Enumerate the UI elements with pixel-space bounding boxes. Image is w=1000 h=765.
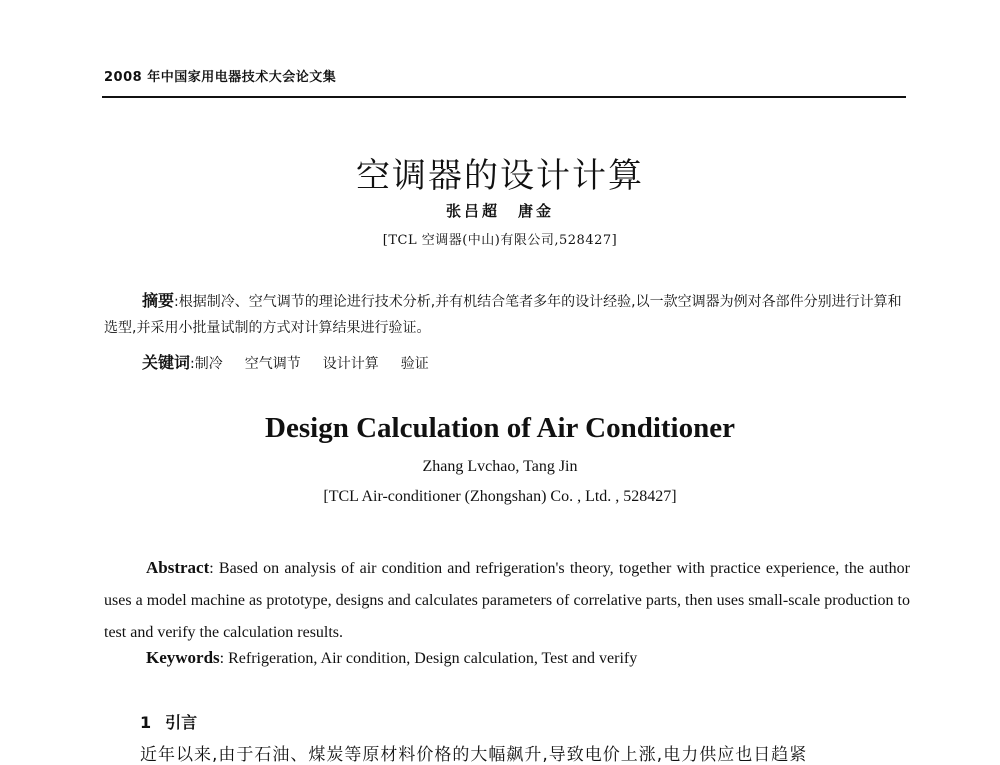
english-abstract-text: : Based on analysis of air condition and refrigeration's theory, together with practice experience, the author uses a model machine as prototype, designs and calculates parameters of correlative parts, then uses small-scale production to test and verify the calculation results.	[104, 560, 910, 641]
english-keywords-label: Keywords	[146, 648, 220, 667]
chinese-affiliation: [TCL 空调器(中山)有限公司,528427]	[382, 233, 618, 248]
chinese-keyword: 验证	[400, 356, 429, 372]
body-paragraph: 近年以来,由于石油、煤炭等原材料价格的大幅飙升,导致电价上涨,电力供应也日趋紧	[140, 745, 808, 765]
english-affiliation: [TCL Air-conditioner (Zhongshan) Co. , Ltd. , 528427]	[323, 488, 677, 505]
english-abstract	[104, 552, 910, 649]
section-number: 1	[140, 713, 152, 732]
section-title: 引言	[165, 713, 198, 732]
chinese-abstract-text: :根据制冷、空气调节的理论进行技术分析,并有机结合笔者多年的设计经验,以一款空调器为例对各部件分别进行计算和选型,并采用小批量试制的方式对计算结果进行验证。	[104, 294, 902, 336]
english-title: Design Calculation of Air Conditioner	[265, 412, 735, 444]
chinese-title: 空调器的设计计算	[356, 156, 644, 196]
chinese-keywords-separator: :	[190, 356, 195, 372]
chinese-abstract	[104, 288, 910, 341]
english-authors: Zhang Lvchao, Tang Jin	[422, 458, 578, 475]
chinese-abstract-label: 摘要	[142, 291, 175, 310]
chinese-keywords-label: 关键词	[142, 353, 191, 372]
section-heading	[140, 710, 197, 733]
chinese-keyword: 设计计算	[322, 356, 379, 372]
chinese-keyword: 空气调节	[244, 356, 301, 372]
chinese-keyword: 制冷	[194, 356, 223, 372]
chinese-authors: 张吕超 唐金	[445, 202, 554, 220]
english-abstract-label: Abstract	[146, 558, 210, 577]
english-keywords-text: : Refrigeration, Air condition, Design calculation, Test and verify	[219, 650, 638, 667]
chinese-keywords	[142, 350, 451, 373]
english-keywords	[146, 648, 637, 668]
running-head: 2008 年中国家用电器技术大会论文集	[104, 70, 337, 85]
header-rule	[102, 96, 906, 98]
